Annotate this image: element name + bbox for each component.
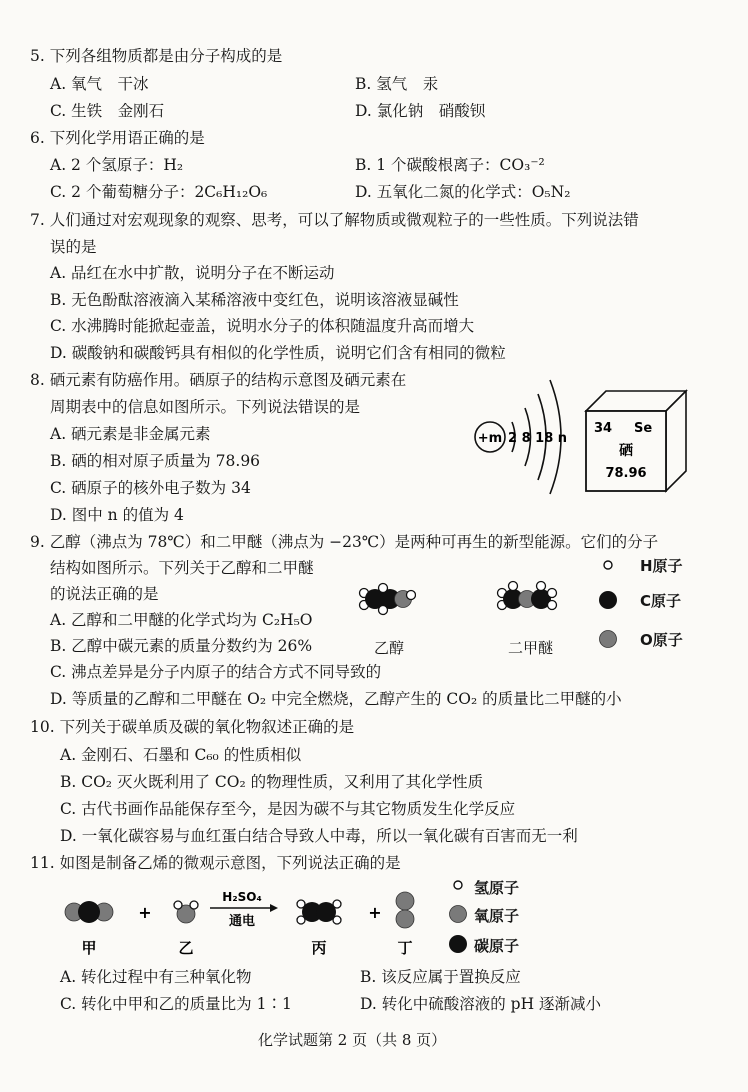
q9-legend-symbols: [596, 554, 620, 654]
ethanol-label: 乙醇: [374, 639, 405, 657]
element-atomic-mass: 78.96: [605, 466, 647, 481]
q6-option-b: B. 1 个碳酸根离子：CO₃⁻²: [355, 156, 545, 174]
q7-option-b: B. 无色酚酞溶液滴入某稀溶液中变红色，说明该溶液显碱性: [50, 291, 459, 309]
product-ding-molecule: [396, 892, 414, 928]
q9-option-b: B. 乙醇中碳元素的质量分数约为 26%: [50, 637, 313, 655]
q7-stem-line2: 误的是: [50, 238, 97, 256]
h-atom-legend-icon: [604, 561, 612, 569]
reactant-jia-molecule: [65, 901, 113, 923]
label-ding: 丁: [397, 939, 413, 957]
q9-stem-line3: 的说法正确的是: [50, 585, 159, 603]
q11-legend-o: 氧原子: [474, 907, 520, 925]
oxygen-legend-icon: [450, 906, 467, 923]
q9-stem-line1: 9. 乙醇（沸点为 78℃）和二甲醚（沸点为 −23℃）是两种可再生的新型能源。它们的分子: [30, 533, 659, 551]
atom-nucleus-label: +m: [477, 431, 503, 446]
plus-sign-2: +: [368, 903, 382, 922]
q10-option-c: C. 古代书画作品能保存至今，是因为碳不与其它物质发生化学反应: [60, 800, 516, 818]
label-jia: 甲: [81, 939, 97, 957]
element-atomic-number: 34: [594, 421, 613, 436]
q5-option-c: C. 生铁 金刚石: [50, 102, 165, 120]
q11-legend-c: 碳原子: [474, 937, 520, 955]
q11-legend-h: 氢原子: [474, 879, 520, 897]
q8-option-c: C. 硒原子的核外电子数为 34: [50, 479, 251, 497]
q8-option-d: D. 图中 n 的值为 4: [50, 506, 184, 524]
label-yi: 乙: [178, 939, 194, 957]
arrow-condition-catalyst: H₂SO₄: [222, 890, 262, 904]
product-bing-molecule: [297, 900, 341, 924]
plus-sign-1: +: [138, 903, 152, 922]
selenium-atom-diagram: [470, 370, 582, 510]
q9-legend-h: H原子: [640, 557, 683, 575]
q8-stem-line2: 周期表中的信息如图所示。下列说法错误的是: [50, 398, 361, 416]
atom-shell-electrons: 2 8 18 n: [508, 431, 568, 446]
q11-option-b: B. 该反应属于置换反应: [360, 968, 521, 986]
page-footer: 化学试题第 2 页（共 8 页）: [258, 1031, 447, 1049]
q8-option-b: B. 硒的相对原子质量为 78.96: [50, 452, 261, 470]
q11-legend-symbols: [446, 876, 470, 956]
q5-stem: 5. 下列各组物质都是由分子构成的是: [30, 47, 283, 65]
arrow-condition-electrolysis: 通电: [228, 914, 256, 929]
q7-stem-line1: 7. 人们通过对宏观现象的观察、思考，可以了解物质或微观粒子的一些性质。下列说法错: [30, 211, 639, 229]
q10-option-d: D. 一氧化碳容易与血红蛋白结合导致人中毒，所以一氧化碳有百害而无一利: [60, 827, 578, 845]
ethanol-molecule-model: [356, 580, 416, 616]
q11-option-d: D. 转化中硫酸溶液的 pH 逐渐减小: [360, 995, 602, 1013]
q10-stem: 10. 下列关于碳单质及碳的氧化物叙述正确的是: [30, 718, 355, 736]
reactant-yi-molecule: [174, 901, 198, 923]
q10-option-b: B. CO₂ 灭火既利用了 CO₂ 的物理性质，又利用了其化学性质: [60, 773, 484, 791]
element-symbol: Se: [634, 421, 653, 436]
q7-option-c: C. 水沸腾时能掀起壶盖，说明水分子的体积随温度升高而增大: [50, 317, 475, 335]
q6-option-d: D. 五氧化二氮的化学式：O₅N₂: [355, 183, 571, 201]
q6-option-c: C. 2 个葡萄糖分子：2C₆H₁₂O₆: [50, 183, 268, 201]
label-bing: 丙: [311, 939, 327, 957]
dimethyl-ether-molecule-model: [494, 580, 560, 616]
q9-legend-o: O原子: [640, 631, 683, 649]
q9-stem-line2: 结构如图所示。下列关于乙醇和二甲醚: [50, 559, 314, 577]
element-name: 硒: [619, 443, 633, 459]
q9-option-a: A. 乙醇和二甲醚的化学式均为 C₂H₅O: [50, 611, 313, 629]
q7-option-d: D. 碳酸钠和碳酸钙具有相似的化学性质，说明它们含有相同的微粒: [50, 344, 506, 362]
q11-stem: 11. 如图是制备乙烯的微观示意图，下列说法正确的是: [30, 854, 401, 872]
q8-stem-line1: 8. 硒元素有防癌作用。硒原子的结构示意图及硒元素在: [30, 371, 407, 389]
q11-option-c: C. 转化中甲和乙的质量比为 1∶1: [60, 995, 292, 1013]
q7-option-a: A. 品红在水中扩散，说明分子在不断运动: [50, 264, 335, 282]
o-atom-legend-icon: [600, 631, 617, 648]
q11-option-a: A. 转化过程中有三种氧化物: [60, 968, 252, 986]
q9-option-d: D. 等质量的乙醇和二甲醚在 O₂ 中完全燃烧，乙醇产生的 CO₂ 的质量比二甲醚的小: [50, 690, 622, 708]
q8-option-a: A. 硒元素是非金属元素: [50, 425, 211, 443]
carbon-legend-icon: [449, 935, 467, 953]
q9-option-c: C. 沸点差异是分子内原子的结合方式不同导致的: [50, 663, 382, 681]
c-atom-legend-icon: [599, 591, 617, 609]
hydrogen-legend-icon: [454, 881, 462, 889]
ethylene-reaction-diagram: [60, 880, 440, 960]
q5-option-b: B. 氢气 汞: [355, 75, 439, 93]
dimethyl-ether-label: 二甲醚: [508, 639, 554, 657]
q6-option-a: A. 2 个氢原子：H₂: [50, 156, 184, 174]
q10-option-a: A. 金刚石、石墨和 C₆₀ 的性质相似: [60, 746, 302, 764]
q9-legend-c: C原子: [640, 592, 682, 610]
q5-option-d: D. 氯化钠 硝酸钡: [355, 102, 486, 120]
q5-option-a: A. 氧气 干冰: [50, 75, 149, 93]
q6-stem: 6. 下列化学用语正确的是: [30, 129, 205, 147]
selenium-element-cell: [582, 385, 692, 495]
